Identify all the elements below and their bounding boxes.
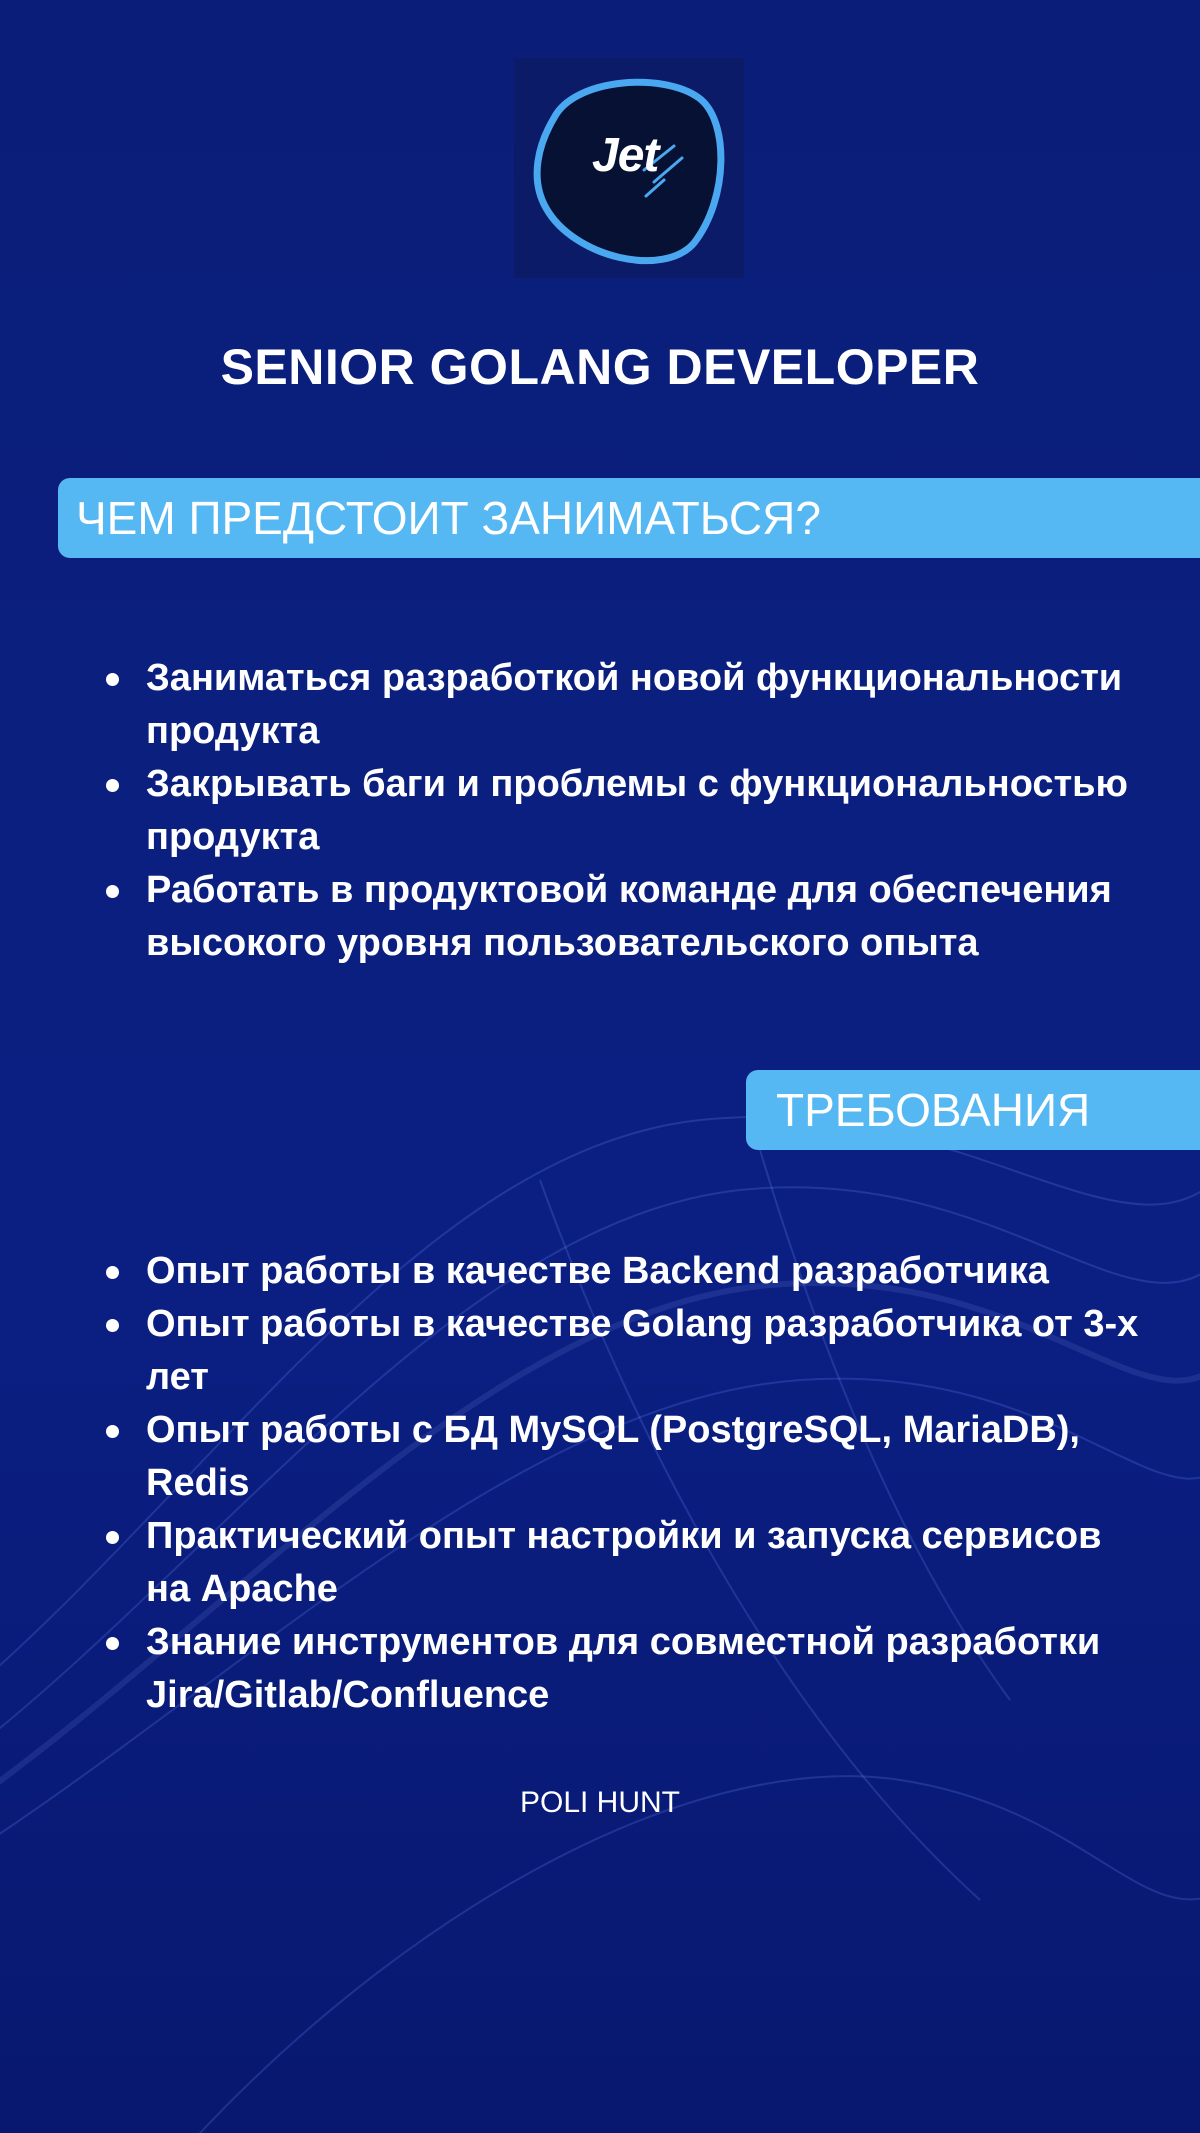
bullet-icon xyxy=(106,1425,119,1438)
bullet-icon xyxy=(106,1637,119,1650)
job-title: SENIOR GOLANG DEVELOPER xyxy=(220,339,980,395)
list-item xyxy=(146,1298,1156,1404)
list-item xyxy=(146,758,1156,864)
bullet-icon xyxy=(106,673,119,686)
logo-text: Jet xyxy=(592,129,659,182)
duties-list xyxy=(146,652,1156,970)
company-logo xyxy=(514,58,744,278)
list-item-text: Опыт работы в качестве Backend разработчика xyxy=(146,1250,1049,1292)
bullet-icon xyxy=(106,1266,119,1279)
list-item xyxy=(146,1510,1156,1616)
list-item xyxy=(146,1245,1156,1298)
list-item-text: Знание инструментов для совместной разработки Jira/Gitlab/Confluence xyxy=(146,1621,1101,1716)
list-item xyxy=(146,1404,1156,1510)
bullet-icon xyxy=(106,885,119,898)
footer-brand: POLI HUNT xyxy=(519,1786,681,1819)
list-item-text: Опыт работы в качестве Golang разработчика от 3-х лет xyxy=(146,1303,1139,1398)
section-heading-requirements: ТРЕБОВАНИЯ xyxy=(746,1070,1200,1150)
list-item xyxy=(146,652,1156,758)
list-item-text: Работать в продуктовой команде для обеспечения высокого уровня пользовательского опыта xyxy=(146,869,1112,964)
list-item-text: Опыт работы с БД MySQL (PostgreSQL, MariaDB), Redis xyxy=(146,1409,1080,1504)
bullet-icon xyxy=(106,1531,119,1544)
bullet-icon xyxy=(106,779,119,792)
list-item-text: Заниматься разработкой новой функциональности продукта xyxy=(146,657,1123,752)
list-item xyxy=(146,1616,1156,1722)
bullet-icon xyxy=(106,1319,119,1332)
list-item xyxy=(146,864,1156,970)
list-item-text: Закрывать баги и проблемы с функциональностью продукта xyxy=(146,763,1128,858)
list-item-text: Практический опыт настройки и запуска сервисов на Apache xyxy=(146,1515,1102,1610)
requirements-list xyxy=(146,1245,1156,1722)
section-heading-duties: ЧЕМ ПРЕДСТОИТ ЗАНИМАТЬСЯ? xyxy=(58,478,1200,558)
